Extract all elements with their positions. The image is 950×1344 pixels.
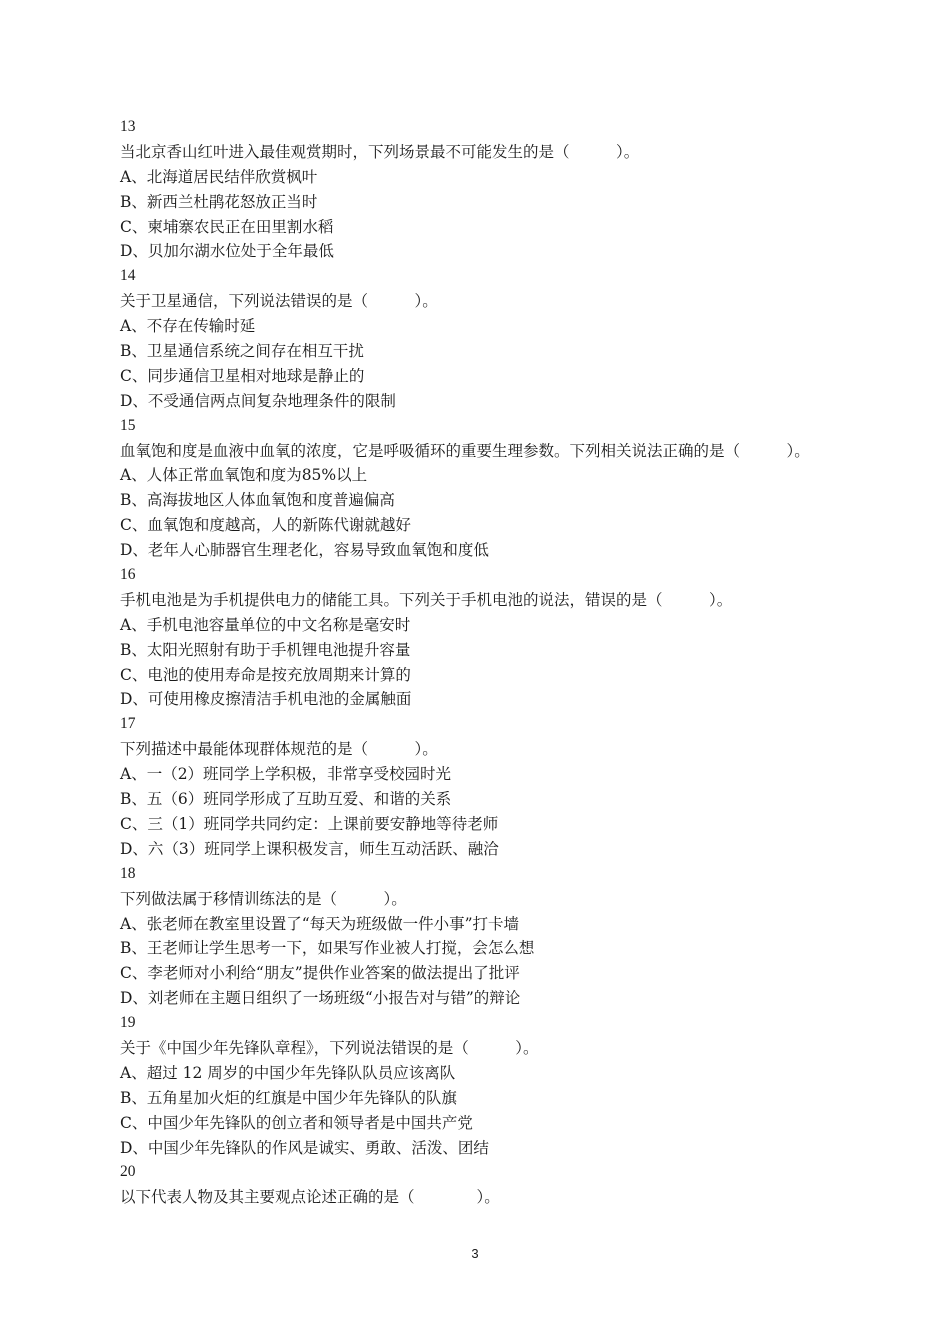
question-number: 17: [120, 715, 136, 733]
question-stem: 血氧饱和度是血液中血氧的浓度，它是呼吸循环的重要生理参数。下列相关说法正确的是（ ）。: [120, 441, 810, 460]
question-number: 14: [120, 267, 136, 285]
answer-option: D、刘老师在主题日组织了一场班级“小报告对与错”的辩论: [120, 989, 521, 1008]
question-number: 18: [120, 864, 136, 882]
answer-option: C、三（1）班同学共同约定：上课前要安静地等待老师: [120, 814, 499, 833]
question-stem: 关于卫星通信，下列说法错误的是（ ）。: [120, 292, 438, 311]
answer-option: C、柬埔寨农民正在田里割水稻: [120, 217, 334, 236]
answer-option: D、老年人心肺器官生理老化，容易导致血氧饱和度低: [120, 541, 489, 560]
question-16: [120, 563, 880, 712]
answer-option: A、人体正常血氧饱和度为85%以上: [120, 466, 368, 485]
question-20: [120, 1160, 880, 1210]
answer-option: D、不受通信两点间复杂地理条件的限制: [120, 391, 396, 410]
answer-option: C、同步通信卫星相对地球是静止的: [120, 366, 365, 385]
question-19: [120, 1011, 880, 1160]
answer-option: B、高海拔地区人体血氧饱和度普遍偏高: [120, 491, 395, 510]
answer-option: A、不存在传输时延: [120, 317, 256, 336]
answer-option: A、超过 12 周岁的中国少年先锋队队员应该离队: [120, 1063, 456, 1082]
question-14: [120, 264, 880, 413]
question-18: [120, 862, 880, 1011]
question-number: 16: [120, 566, 136, 584]
answer-option: A、北海道居民结伴欣赏枫叶: [120, 167, 318, 186]
question-stem: 关于《中国少年先锋队章程》，下列说法错误的是（ ）。: [120, 1038, 539, 1057]
question-number: 20: [120, 1163, 136, 1181]
question-number: 13: [120, 118, 136, 135]
question-stem: 手机电池是为手机提供电力的储能工具。下列关于手机电池的说法，错误的是（ ）。: [120, 590, 733, 609]
answer-option: B、太阳光照射有助于手机锂电池提升容量: [120, 640, 411, 659]
question-stem: 当北京香山红叶进入最佳观赏期时，下列场景最不可能发生的是（ ）。: [120, 142, 640, 161]
question-17: [120, 712, 880, 861]
answer-option: B、王老师让学生思考一下，如果写作业被人打搅，会怎么想: [120, 939, 535, 958]
answer-option: A、张老师在教室里设置了“每天为班级做一件小事”打卡墙: [120, 914, 520, 933]
question-stem: 下列做法属于移情训练法的是（ ）。: [120, 889, 407, 908]
question-list: [120, 115, 880, 1210]
page-number: 3: [471, 1246, 479, 1261]
answer-option: A、手机电池容量单位的中文名称是毫安时: [120, 615, 411, 634]
answer-option: B、卫星通信系统之间存在相互干扰: [120, 342, 364, 361]
question-number: 19: [120, 1014, 136, 1032]
answer-option: C、血氧饱和度越高，人的新陈代谢就越好: [120, 516, 411, 535]
answer-option: C、李老师对小利给“朋友”提供作业答案的做法提出了批评: [120, 964, 520, 983]
question-stem: 下列描述中最能体现群体规范的是（ ）。: [120, 740, 438, 759]
question-number: 15: [120, 416, 136, 434]
answer-option: D、六（3）班同学上课积极发言，师生互动活跃、融洽: [120, 839, 499, 858]
answer-option: D、贝加尔湖水位处于全年最低: [120, 242, 334, 261]
question-stem: 以下代表人物及其主要观点论述正确的是（ ）。: [120, 1188, 500, 1207]
answer-option: D、可使用橡皮擦清洁手机电池的金属触面: [120, 690, 412, 709]
answer-option: A、一（2）班同学上学积极，非常享受校园时光: [120, 765, 452, 784]
answer-option: B、新西兰杜鹃花怒放正当时: [120, 192, 318, 211]
answer-option: C、电池的使用寿命是按充放周期来计算的: [120, 665, 411, 684]
answer-option: C、中国少年先锋队的创立者和领导者是中国共产党: [120, 1113, 473, 1132]
question-13: [120, 115, 880, 264]
answer-option: D、中国少年先锋队的作风是诚实、勇敢、活泼、团结: [120, 1138, 489, 1157]
answer-option: B、五角星加火炬的红旗是中国少年先锋队的队旗: [120, 1088, 457, 1107]
question-15: [120, 414, 880, 563]
answer-option: B、五（6）班同学形成了互助互爱、和谐的关系: [120, 790, 452, 809]
